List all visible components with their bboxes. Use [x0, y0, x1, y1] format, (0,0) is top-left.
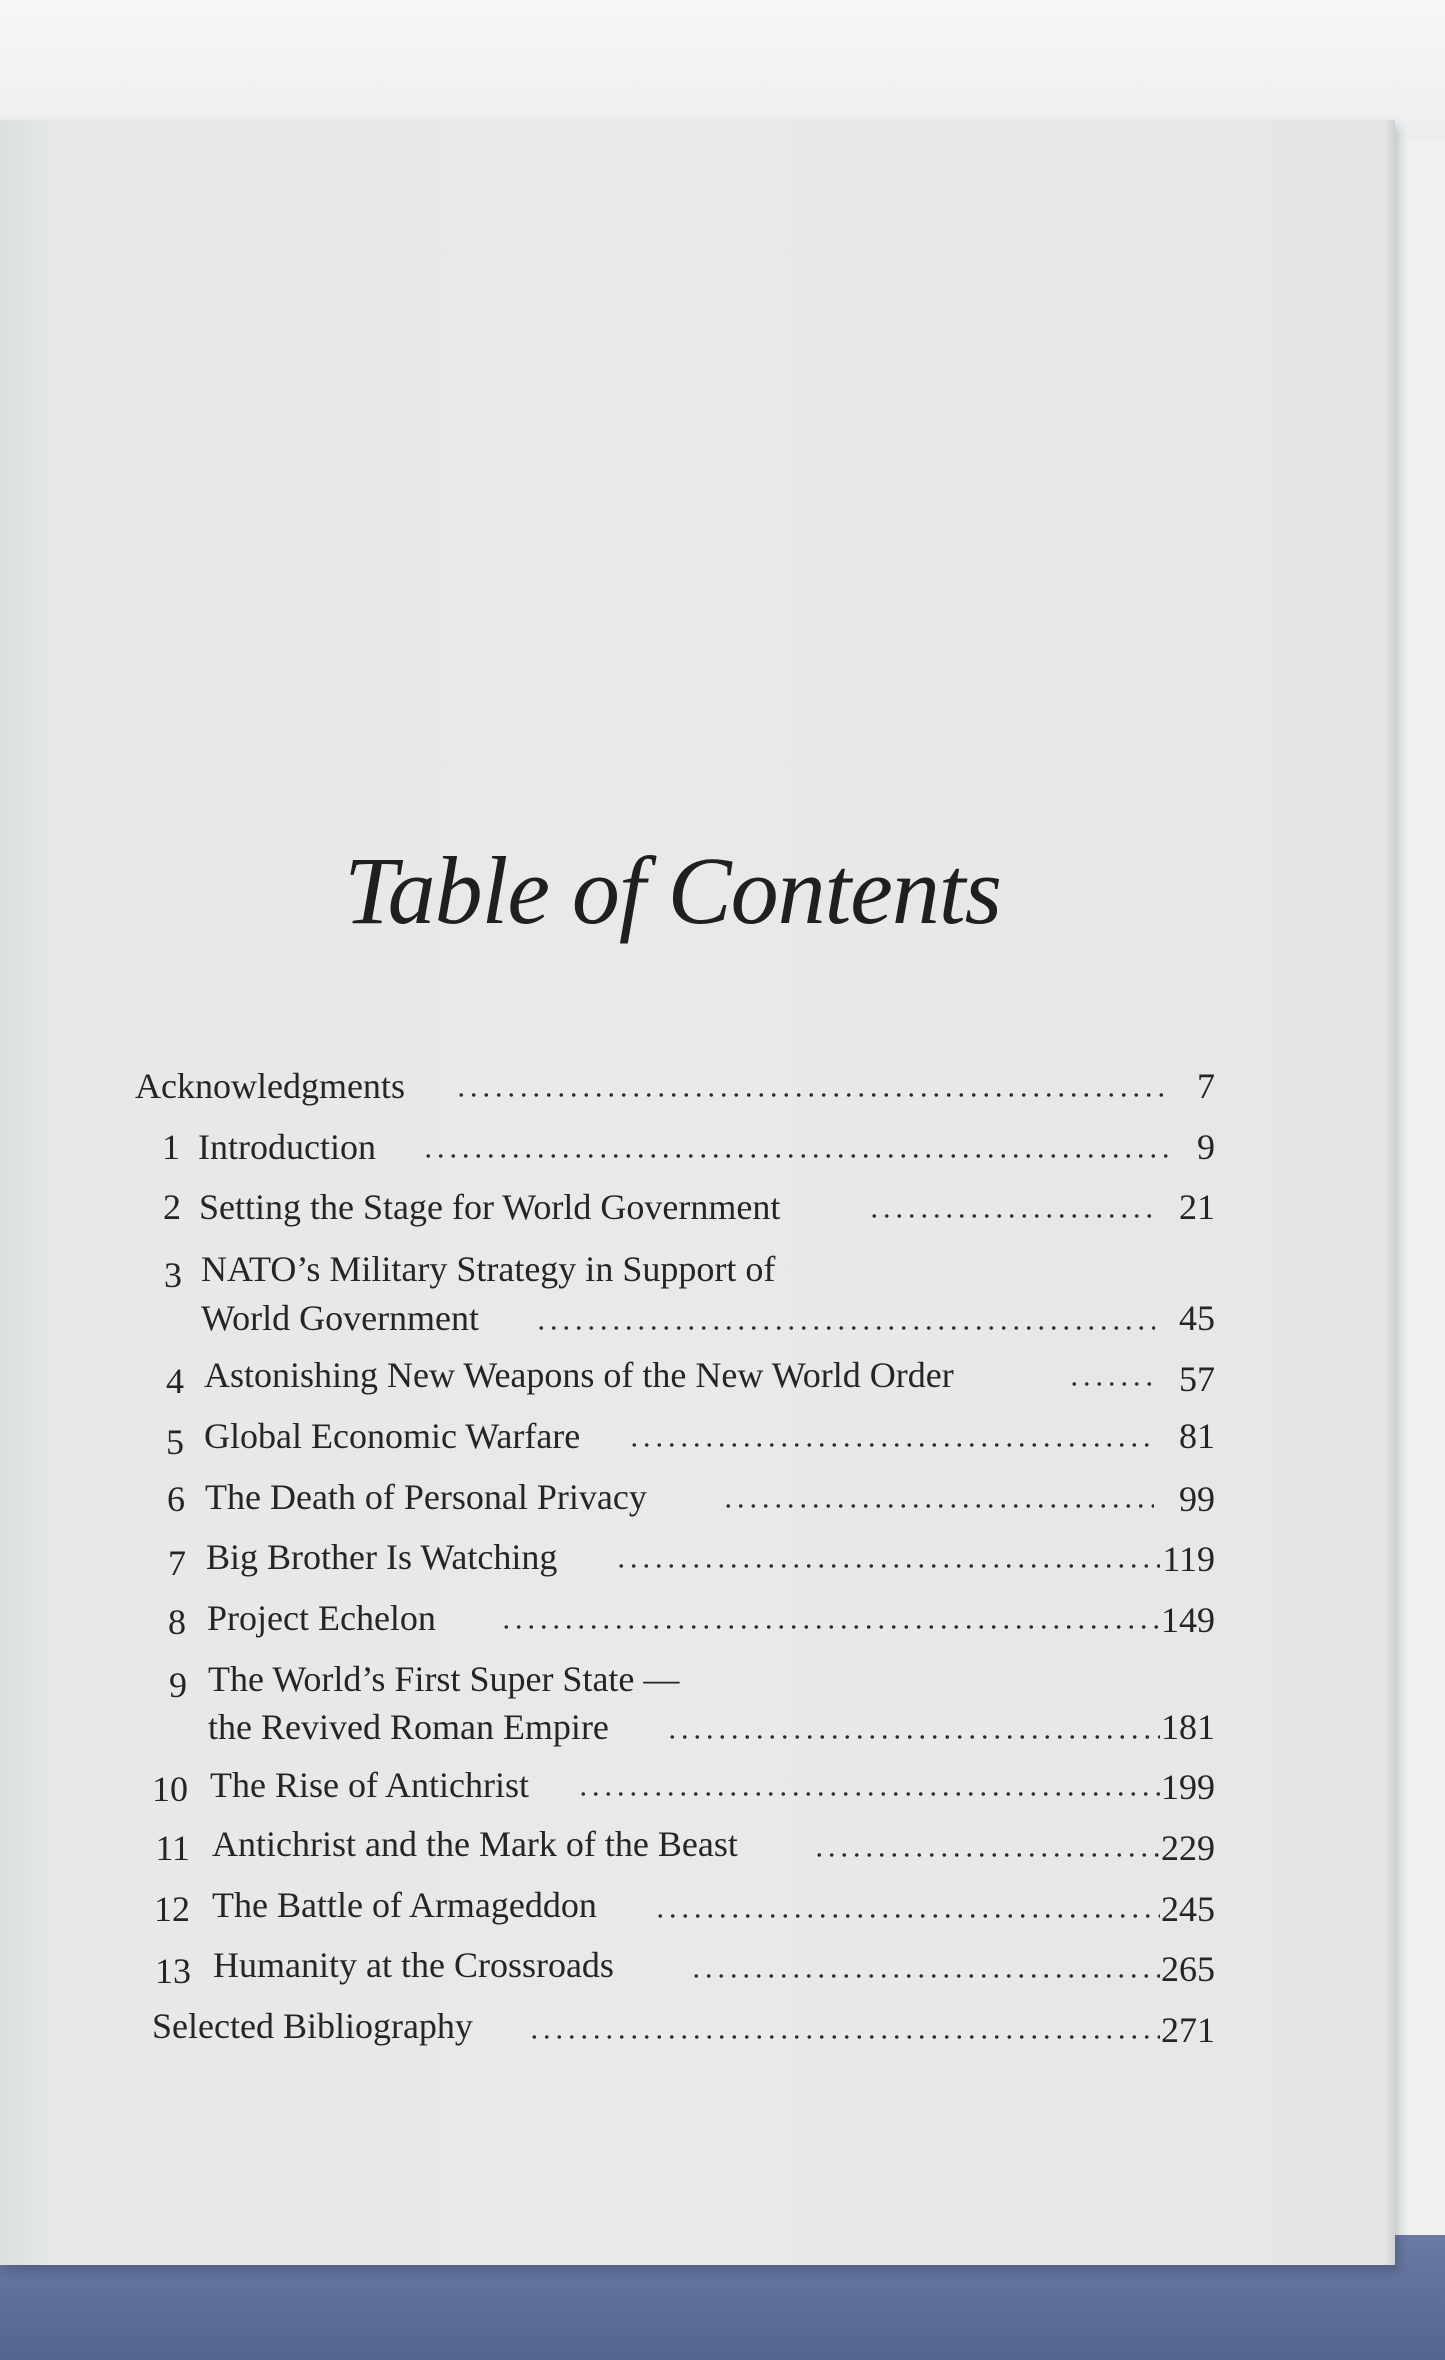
toc-entry-page: 45: [1179, 1298, 1215, 1338]
toc-entry-page: 7: [1197, 1066, 1215, 1106]
toc-entry-page: 271: [1161, 2010, 1215, 2050]
dot-leader: [528, 2035, 1160, 2039]
dot-leader: [666, 1735, 1160, 1739]
chapter-number: 5: [166, 1422, 184, 1462]
dot-leader: [422, 1154, 1170, 1158]
toc-entry-label: The Rise of Antichrist: [210, 1765, 529, 1805]
toc-entry-page: 57: [1179, 1359, 1215, 1399]
toc-entry-13: [0, 1944, 1445, 1990]
chapter-number: 3: [164, 1255, 182, 1295]
toc-entry-page: 99: [1179, 1479, 1215, 1519]
toc-entry-page: 199: [1161, 1767, 1215, 1807]
toc-entry-7: [0, 1536, 1445, 1582]
dot-leader: [868, 1214, 1158, 1218]
toc-entry-label: Astonishing New Weapons of the New World Order: [204, 1355, 954, 1395]
toc-entry-8: [0, 1597, 1445, 1643]
chapter-number: 13: [155, 1951, 191, 1991]
toc-entry-page: 149: [1161, 1600, 1215, 1640]
page-title: Table of Contents: [344, 837, 1001, 944]
toc-entry-bibliography: [0, 2005, 1445, 2051]
chapter-number: 6: [167, 1479, 185, 1519]
toc-entry-9: [0, 1658, 1445, 1763]
toc-entry-page: 81: [1179, 1416, 1215, 1456]
chapter-number: 11: [155, 1828, 190, 1868]
toc-entry-11: [0, 1823, 1445, 1869]
toc-entry-page: 119: [1162, 1539, 1215, 1579]
chapter-number: 10: [152, 1769, 188, 1809]
dot-leader: [535, 1326, 1155, 1330]
toc-entry-page: 265: [1161, 1949, 1215, 1989]
toc-entry-10: [0, 1764, 1445, 1810]
dot-leader: [813, 1853, 1160, 1857]
toc-entry-2: [0, 1186, 1445, 1232]
chapter-number: 12: [154, 1889, 190, 1929]
toc-entry-3: [0, 1248, 1445, 1353]
toc-entry-page: 9: [1197, 1127, 1215, 1167]
chapter-number: 1: [162, 1127, 180, 1167]
toc-entry-label: NATO’s Military Strategy in Support of: [201, 1249, 776, 1289]
toc-entry-label-continued: the Revived Roman Empire: [208, 1707, 609, 1747]
toc-entry-label: Project Echelon: [207, 1598, 436, 1638]
toc-entry-label: The Battle of Armageddon: [212, 1885, 597, 1925]
dot-leader: [654, 1914, 1160, 1918]
dot-leader: [1068, 1382, 1156, 1386]
toc-entry-5: [0, 1415, 1445, 1461]
toc-entry-page: 21: [1179, 1187, 1215, 1227]
chapter-number: 8: [168, 1602, 186, 1642]
dot-leader: [455, 1093, 1170, 1097]
toc-entry-page: 181: [1161, 1707, 1215, 1747]
dot-leader: [577, 1792, 1160, 1796]
chapter-number: 7: [168, 1543, 186, 1583]
toc-entry-12: [0, 1884, 1445, 1930]
dot-leader: [628, 1443, 1156, 1447]
toc-entry-4: [0, 1354, 1445, 1400]
toc-entry-label: Introduction: [198, 1127, 376, 1167]
chapter-number: 2: [163, 1187, 181, 1227]
toc-entry-acknowledgments: [0, 1065, 1445, 1111]
toc-entry-1: [0, 1126, 1445, 1172]
toc-entry-label: Humanity at the Crossroads: [213, 1945, 614, 1985]
toc-entry-label-continued: World Government: [201, 1298, 480, 1338]
toc-entry-page: 229: [1161, 1828, 1215, 1868]
dot-leader: [722, 1504, 1154, 1508]
toc-entry-label: Global Economic Warfare: [204, 1416, 581, 1456]
toc-entry-6: [0, 1476, 1445, 1522]
toc-entry-label: Big Brother Is Watching: [206, 1537, 558, 1577]
dot-leader: [500, 1625, 1160, 1629]
toc-entry-label: The World’s First Super State —: [208, 1659, 680, 1699]
dot-leader: [690, 1974, 1160, 1978]
toc-entry-label: The Death of Personal Privacy: [205, 1477, 647, 1517]
toc-entry-label: Setting the Stage for World Government: [199, 1187, 781, 1227]
toc-entry-label: Antichrist and the Mark of the Beast: [212, 1824, 738, 1864]
toc-entry-page: 245: [1161, 1889, 1215, 1929]
toc-entry-label: Selected Bibliography: [152, 2006, 473, 2046]
dot-leader: [615, 1564, 1160, 1568]
chapter-number: 9: [169, 1665, 187, 1705]
toc-entry-label: Acknowledgments: [135, 1066, 405, 1106]
chapter-number: 4: [166, 1361, 184, 1401]
